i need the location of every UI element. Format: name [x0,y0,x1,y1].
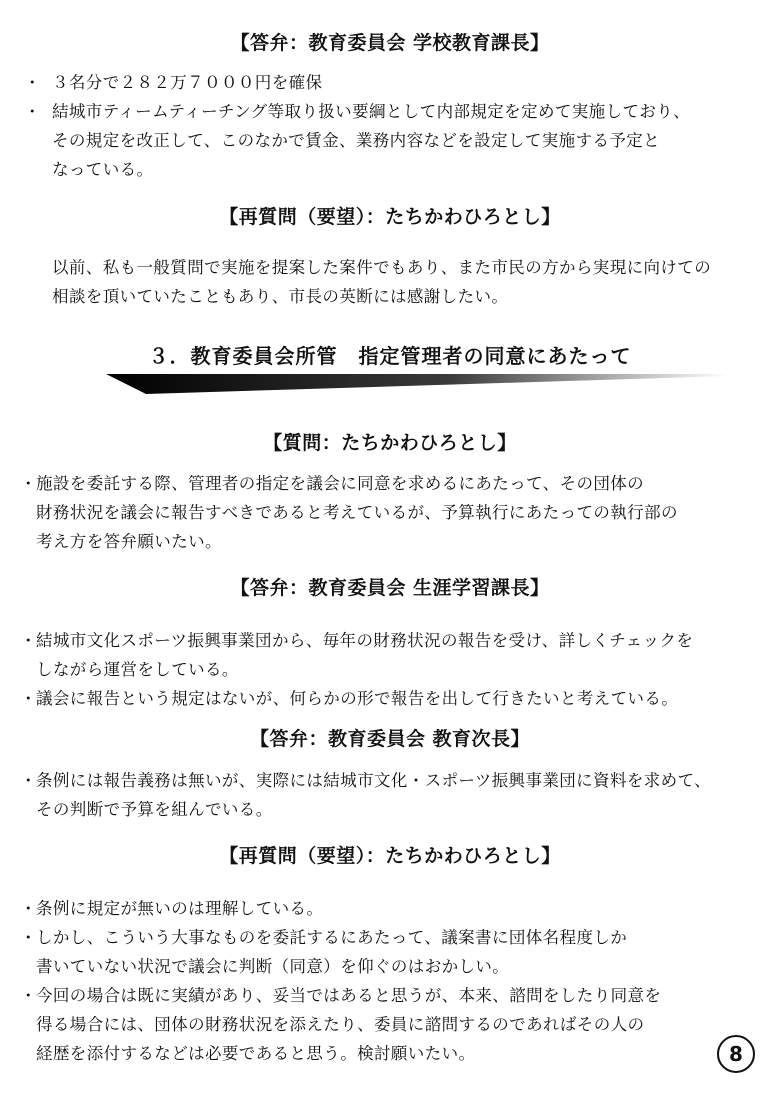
page-number: 8 [717,1035,755,1073]
answer-line: ３名分で２８２万７０００円を確保 [52,73,323,92]
answer-line: 条例には報告義務は無いが、実際には結城市文化・スポーツ振興事業団に資料を求めて、 [36,771,712,790]
bullet-mark: ・ [24,102,41,121]
request-line: 書いていない状況で議会に判断（同意）を仰ぐのはおかしい。 [36,957,510,976]
requestion-heading: 【再質問（要望）：たちかわひろとし】 [219,206,561,228]
bullet-mark: ・ [20,899,37,918]
bullet-mark: ・ [20,986,37,1005]
question-line: 施設を委託する際、管理者の指定を議会に同意を求めるにあたって、その団体の [36,474,645,493]
request-line: 条例に規定が無いのは理解している。 [36,899,324,918]
bullet-mark: ・ [20,928,37,947]
bullet-mark: ・ [20,631,37,650]
question-line: 財務状況を議会に報告すべきであると考えているが、予算執行にあたっての執行部の [36,503,678,522]
request-line: 相談を頂いていたこともあり、市長の英断には感謝したい。 [52,287,509,306]
answer-line: その規定を改正して、このなかで賃金、業務内容などを設定して実施する予定と [52,131,661,150]
answer-line: なっている。 [52,160,154,179]
bullet-mark: ・ [20,771,37,790]
request-line: しかし、こういう大事なものを委託するにあたって、議案書に団体名程度しか [36,928,628,947]
answer-line: 議会に報告という規定はないが、何らかの形で報告を出して行きたいと考えている。 [36,689,679,708]
request-line: 以前、私も一般質問で実施を提案した案件でもあり、また市民の方から実現に向けての [52,258,712,277]
bullet-mark: ・ [20,474,37,493]
question-line: 考え方を答弁願いたい。 [36,532,222,551]
section-title: ３．教育委員会所管 指定管理者の同意にあたって [148,344,632,368]
answer-heading-deputy-superintendent: 【答弁：教育委員会 教育次長】 [249,728,531,750]
bullet-mark: ・ [24,73,41,92]
answer-heading-lifelong-learning: 【答弁：教育委員会 生涯学習課長】 [230,577,550,599]
request-line: 経歴を添付するなどは必要であると思う。検討願いたい。 [36,1044,476,1063]
requestion-heading: 【再質問（要望）：たちかわひろとし】 [219,845,561,867]
section-title-underline [106,372,730,394]
answer-line: 結城市文化スポーツ振興事業団から、毎年の財務状況の報告を受け、詳しくチェックを [36,631,694,650]
request-line: 今回の場合は既に実績があり、妥当ではあると思うが、本来、諮問をしたり同意を [36,986,662,1005]
request-line: 得る場合には、団体の財務状況を添えたり、委員に諮問するのであればその人の [36,1015,645,1034]
answer-line: 結城市ティームティーチング等取り扱い要綱として内部規定を定めて実施しており、 [52,102,691,121]
question-heading: 【質問：たちかわひろとし】 [263,432,517,454]
bullet-mark: ・ [20,689,37,708]
answer-line: しながら運営をしている。 [36,660,239,679]
answer-heading-school-education: 【答弁：教育委員会 学校教育課長】 [230,32,550,54]
answer-line: その判断で予算を組んでいる。 [36,800,273,819]
